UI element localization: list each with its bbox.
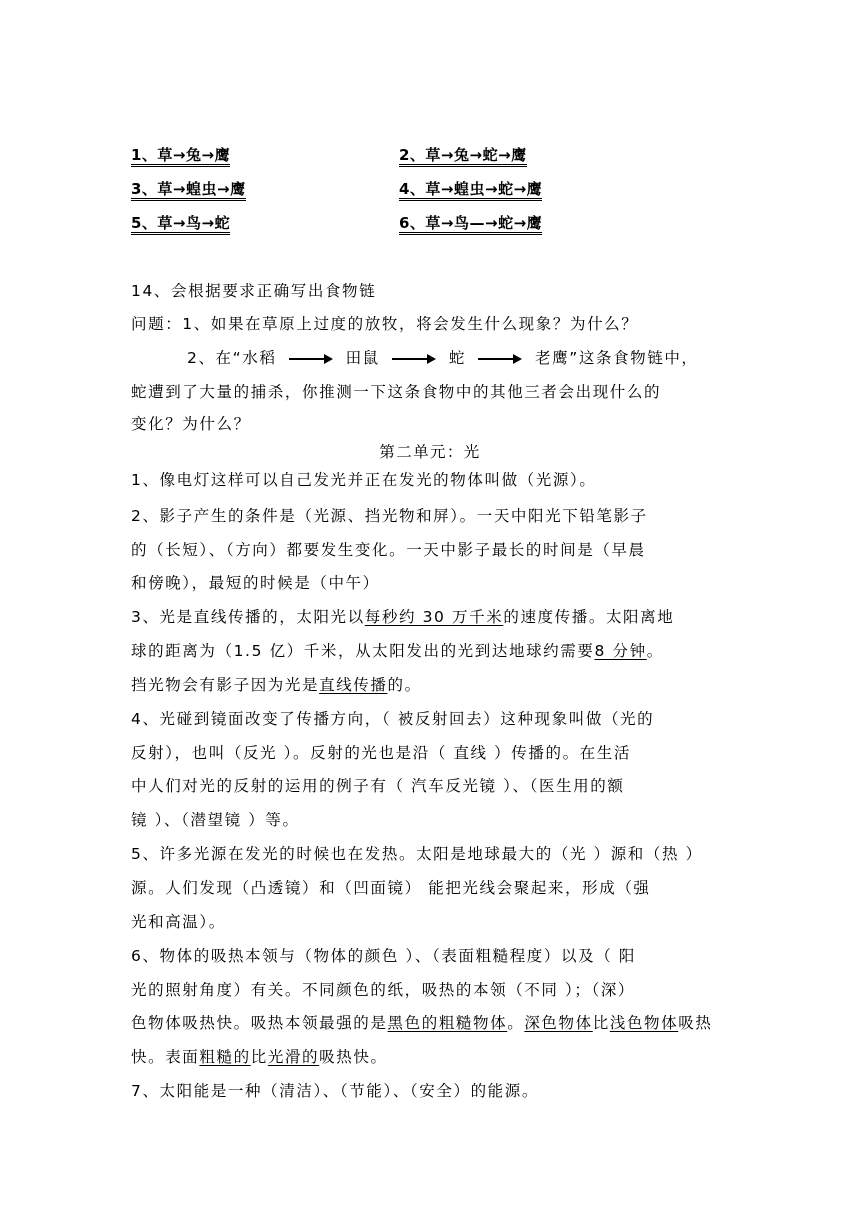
question-2-line-3: 变化？为什么？ [131, 415, 251, 433]
paragraph-4-line-4: 镜 ）、（潜望镜 ）等。 [131, 811, 300, 829]
paragraph-3-line-2: 球的距离为（1.5 亿）千米，从太阳发出的光到达地球约需要8 分钟。 [131, 642, 664, 660]
paragraph-4-line-3: 中人们对光的反射的运用的例子有（ 汽车反光镜 ）、（医生用的额 [131, 777, 625, 795]
paragraph-6-line-2: 光的照射角度）有关。不同颜色的纸，吸热的本领（不同 ）；（深） [131, 981, 636, 999]
question-1: 问题：1、如果在草原上过度的放牧，将会发生什么现象？为什么？ [131, 315, 639, 333]
arrow-icon [478, 354, 522, 364]
paragraph-4-line-2: 反射），也叫（反光 ）。反射的光也是沿（ 直线 ）传播的。在生活 [131, 744, 631, 762]
paragraph-6-line-3: 色物体吸热快。吸热本领最强的是黑色的粗糙物体。深色物体比浅色物体吸热 [131, 1014, 713, 1032]
paragraph-4-line-1: 4、光碰到镜面改变了传播方向，（ 被反射回去）这种现象叫做（光的 [131, 710, 655, 728]
food-chain-5: 5、草→鸟→蛇 [131, 214, 230, 235]
food-chain-1: 1、草→兔→鹰 [131, 146, 230, 167]
paragraph-5-line-3: 光和高温）。 [131, 913, 226, 931]
arrow-icon [289, 354, 333, 364]
food-chain-3: 3、草→蝗虫→鹰 [131, 180, 246, 201]
paragraph-3-line-1: 3、光是直线传播的，太阳光以每秒约 30 万千米的速度传播。太阳离地 [131, 608, 675, 626]
food-chain-4: 4、草→蝗虫→蛇→鹰 [399, 180, 542, 201]
paragraph-5-line-2: 源。人们发现（凸透镜）和（凹面镜） 能把光线会聚起来，形成（强 [131, 879, 651, 897]
paragraph-7: 7、太阳能是一种（清洁）、（节能）、（安全）的能源。 [131, 1082, 539, 1100]
paragraph-2-line-3: 和傍晚），最短的时候是（中午） [131, 574, 380, 592]
paragraph-2-line-2: 的（长短）、（方向）都要发生变化。一天中影子最长的时间是（早晨 [131, 541, 646, 559]
question-2-line-2: 蛇遭到了大量的捕杀，你推测一下这条食物中的其他三者会出现什么的 [131, 383, 662, 401]
paragraph-5-line-1: 5、许多光源在发光的时候也在发热。太阳是地球最大的（光 ）源和（热 ） [131, 845, 703, 863]
arrow-icon [392, 354, 436, 364]
paragraph-6-line-4: 快。表面粗糙的比光滑的吸热快。 [131, 1048, 388, 1066]
question-2-line-1: 2、在“水稻 田鼠 蛇 老鹰”这条食物链中， [187, 349, 699, 367]
food-chain-2: 2、草→兔→蛇→鹰 [399, 146, 527, 167]
paragraph-1: 1、像电灯这样可以自己发光并正在发光的物体叫做（光源）。 [131, 471, 597, 489]
food-chain-6: 6、草→鸟—→蛇→鹰 [399, 214, 542, 235]
paragraph-2-line-1: 2、影子产生的条件是（光源、挡光物和屏）。一天中阳光下铅笔影子 [131, 507, 648, 525]
paragraph-6-line-1: 6、物体的吸热本领与（物体的颜色 ）、（表面粗糙程度）以及（ 阳 [131, 947, 636, 965]
paragraph-3-line-3: 挡光物会有影子因为光是直线传播的。 [131, 676, 422, 694]
heading-14: 14、会根据要求正确写出食物链 [131, 282, 377, 300]
unit-title: 第二单元：光 [379, 443, 481, 461]
